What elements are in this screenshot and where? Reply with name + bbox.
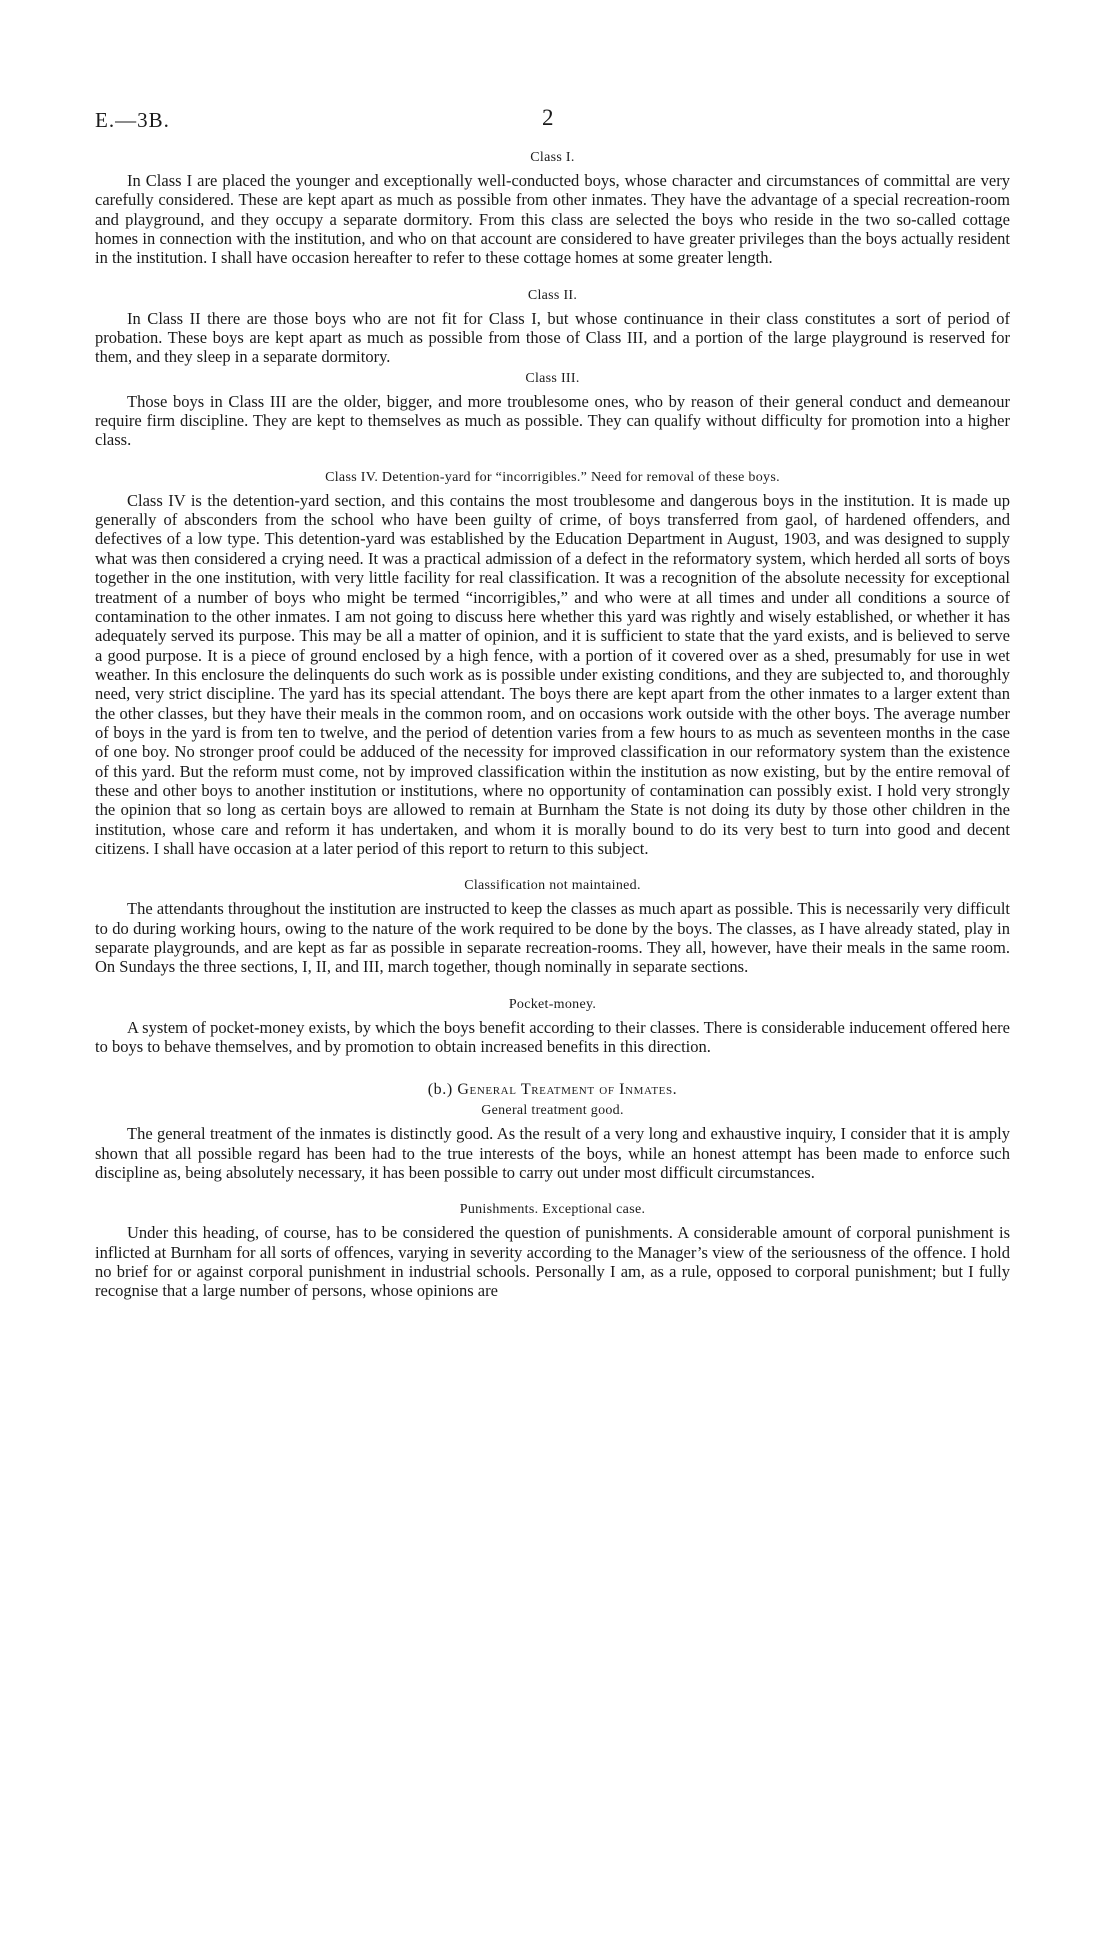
page-number: 2	[542, 105, 554, 130]
section-class-3	[95, 369, 1010, 450]
section-classification	[95, 876, 1010, 976]
section-class-1	[95, 148, 1010, 268]
section-paragraph: Class IV is the detention-yard section, and this contains the most troublesome and dangerous boys in the institution. It is made up generally of absconders from the school who have been guilty of crime, of boys transferred from gaol, of hardened offenders, and defectives of a low type. This detention-yard was established by the Education Department in August, 1903, and was designed to supply what was then considered a crying need. It was a practical admission of a defect in the reformatory system, which herded all sorts of boys together in the one institution, with very little facility for real classification. It was a recognition of the absolute necessity for exceptional treatment of a number of boys who might be termed “incorrigibles,” and who were at all times and under all conditions a source of contamination to the other inmates. I am not going to discuss here whether this yard was rightly and wisely established, or whether it has adequately served its purpose. This may be all a matter of opinion, and it is sufficient to state that the yard exists, and is believed to serve a good purpose. It is a piece of ground enclosed by a high fence, with a portion of it covered over as a shed, presumably for use in wet weather. In this enclosure the delinquents do such work as is possible under existing conditions, and they are subjected to, and thoroughly need, very strict discipline. The yard has its special attendant. The boys there are kept apart from the other inmates to a larger extent than the other classes, but they have their meals in the common room, and on occasions work outside with the other boys. The average number of boys in the yard is from ten to twelve, and the period of detention varies from a few hours to as much as seventeen months in the case of one boy. No stronger proof could be adduced of the necessity for improved classification in our reformatory system than the existence of this yard. But the reform must come, not by improved classification within the institution as now existing, but by the entire removal of these and other boys to another institution or institutions, where no opportunity of contamination can possibly exist. I hold very strongly the opinion that so long as certain boys are allowed to remain at Burnham the State is not doing its duty by those other children in the institution, whose care and reform it has undertaken, and whom it is morally bound to do its very best to turn into good and decent citizens. I shall have occasion at a later period of this report to return to this subject.	[95, 490, 1010, 858]
section-heading: Class I.	[530, 150, 575, 165]
section-punishments	[95, 1200, 1010, 1300]
section-heading: Classification not maintained.	[464, 878, 641, 894]
section-paragraph: Under this heading, of course, has to be considered the question of punishments. A considerable amount of corporal punishment is inflicted at Burnham for all sorts of offences, varying in severity according to the Manager’s view of the seriousness of the offence. I hold no brief for or against corporal punishment in industrial schools. Personally I am, as a rule, opposed to corporal punishment; but I fully recognise that a large number of persons, whose opinions are	[95, 1223, 1010, 1301]
page-header	[95, 100, 1010, 148]
document-reference: E.—3B.	[95, 108, 170, 132]
section-heading: Class III.	[525, 370, 580, 386]
section-paragraph: In Class I are placed the younger and exceptionally well-conducted boys, whose character and circumstances of committal are very carefully considered. These are kept apart as much as possible from other inmates. They have the advantage of a special recreation-room and playground, and they occupy a separate dormitory. From this class are selected the boys who reside in the two so-called cottage homes in connection with the institution, and who on that account are considered to have greater privileges than the boys actually resident in the institution. I shall have occasion hereafter to refer to these cottage homes at some greater length.	[95, 171, 1010, 268]
document-page	[95, 100, 1010, 1301]
section-heading: Class IV. Detention-yard for “incorrigibles.” Need for removal of these boys.	[325, 469, 780, 485]
section-heading: Class II.	[527, 287, 578, 303]
section-class-2	[95, 286, 1010, 367]
part-b-title-text: General Treatment of Inmates.	[457, 1081, 678, 1099]
section-paragraph: A system of pocket-money exists, by which the boys benefit according to their classes. There is considerable inducement offered here to boys to behave themselves, and by promotion to obtain increased benefits in this direction.	[95, 1017, 1010, 1057]
section-class-4	[95, 468, 1010, 859]
part-b-label: (b.)	[427, 1081, 453, 1099]
section-heading: Pocket-money.	[508, 996, 597, 1012]
section-general-treatment	[95, 1101, 1010, 1182]
section-heading: General treatment good.	[481, 1103, 624, 1119]
section-paragraph: Those boys in Class III are the older, bigger, and more troublesome ones, who by reason of their general conduct and demeanour require firm discipline. They are kept to themselves as much as possible. They can qualify without difficulty for promotion into a higher class.	[95, 391, 1010, 450]
part-b-title	[95, 1080, 1010, 1099]
section-paragraph: The attendants throughout the institution are instructed to keep the classes as much apart as possible. This is necessarily very difficult to do during working hours, owing to the nature of the work required to be done by the boys. The classes, as I have already stated, play in separate playgrounds, and are kept as far as possible in separate recreation-rooms. They all, however, have their meals in the same room. On Sundays the three sections, I, II, and III, march together, though nominally in separate sections.	[95, 899, 1010, 977]
section-heading: Punishments. Exceptional case.	[459, 1202, 646, 1218]
section-paragraph: In Class II there are those boys who are not fit for Class I, but whose continuance in their class constitutes a sort of period of probation. These boys are kept apart as much as possible from those of Class III, and a portion of the large playground is reserved for them, and they sleep in a separate dormitory.	[95, 308, 1010, 367]
section-pocket-money	[95, 995, 1010, 1057]
section-paragraph: The general treatment of the inmates is distinctly good. As the result of a very long and exhaustive inquiry, I consider that it is amply shown that all possible regard has been had to the true interests of the boys, while an honest attempt has been made to enforce such discipline as, being absolutely necessary, it has been possible to carry out under most difficult circumstances.	[95, 1124, 1010, 1183]
